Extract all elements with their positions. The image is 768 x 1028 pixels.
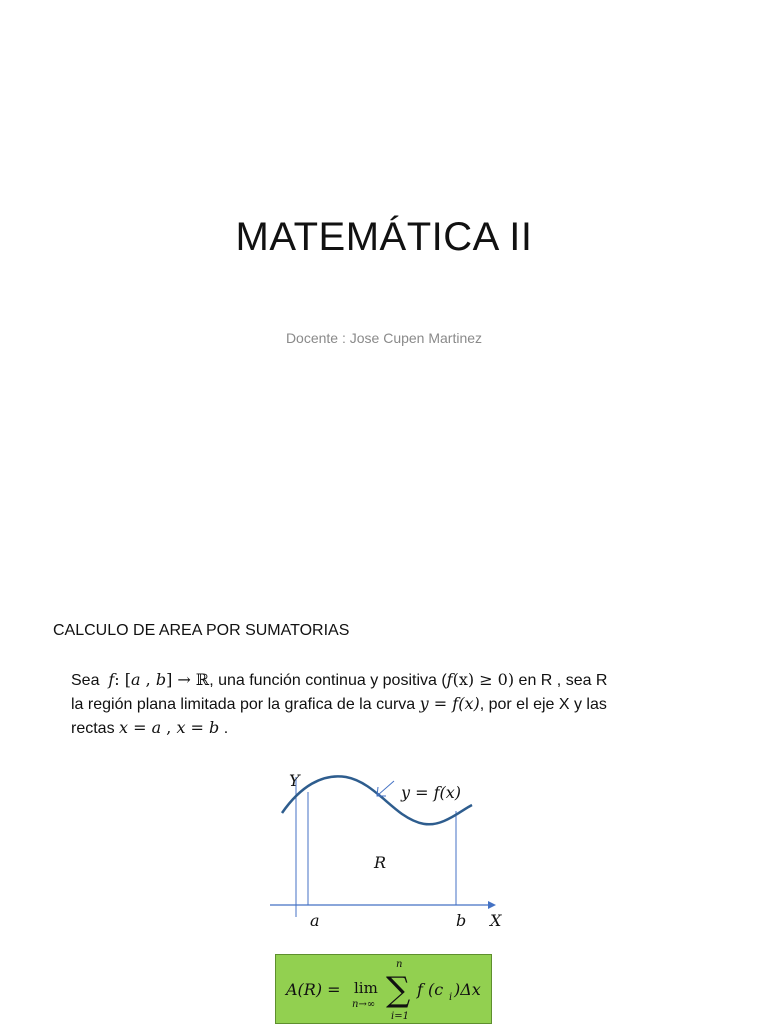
para-sep: , (161, 718, 177, 737)
para-text-2: en R , sea R (514, 672, 608, 689)
formula-sum-top: n (396, 959, 403, 970)
area-formula (276, 955, 491, 1023)
area-formula-box (275, 954, 492, 1024)
formula-lim: lim (354, 979, 378, 997)
a-label: a (310, 911, 320, 930)
para-line-a: x = a (119, 718, 162, 737)
formula-rhs-end: )Δx (454, 980, 481, 999)
para-cond-f: f (446, 670, 453, 689)
para-curve: y = f(x) (419, 694, 480, 713)
formula-rhs: f (c (417, 980, 444, 999)
curve-label: y = f(x) (401, 783, 462, 802)
para-f: f (108, 670, 115, 689)
formula-lim-sub: n→∞ (352, 999, 376, 1010)
para-text-sea: Sea (71, 672, 100, 689)
formula-sum-bottom: i=1 (391, 1011, 409, 1022)
para-line-b: x = b (176, 718, 220, 737)
content-slide (0, 560, 768, 1024)
para-b: b (155, 670, 167, 689)
y-axis-label: Y (289, 771, 300, 790)
para-text-3: la región plana limitada por la grafica de la curva (71, 696, 416, 713)
area-graph (260, 765, 520, 940)
para-colon: : [ (114, 670, 131, 689)
slide-subtitle: Docente : Jose Cupen Martinez (285, 330, 483, 346)
para-text-1: , una función continua y positiva ( (209, 672, 447, 689)
formula-rhs-sub: i (449, 992, 453, 1003)
region-label: R (374, 853, 387, 872)
formula-lhs: A(R) = (286, 980, 341, 999)
para-a: a (131, 670, 141, 689)
para-cond-x: (x) ≥ 0) (452, 670, 515, 689)
curve-pointer-arrow (378, 781, 394, 795)
para-text-5: rectas (71, 720, 115, 737)
b-label: b (456, 911, 467, 930)
slide-title: MATEMÁTICA II (235, 215, 533, 259)
para-text-4: , por el eje X y las (479, 696, 607, 713)
section-heading: CALCULO DE AREA POR SUMATORIAS (53, 622, 350, 639)
definition-paragraph (71, 668, 711, 740)
para-arrow: ] → ℝ (166, 670, 210, 689)
x-axis-label: X (490, 911, 502, 930)
para-comma: , (140, 670, 156, 689)
x-axis-arrow (488, 901, 496, 909)
formula-sigma: ∑ (386, 970, 411, 1010)
para-dot: . (219, 720, 229, 737)
